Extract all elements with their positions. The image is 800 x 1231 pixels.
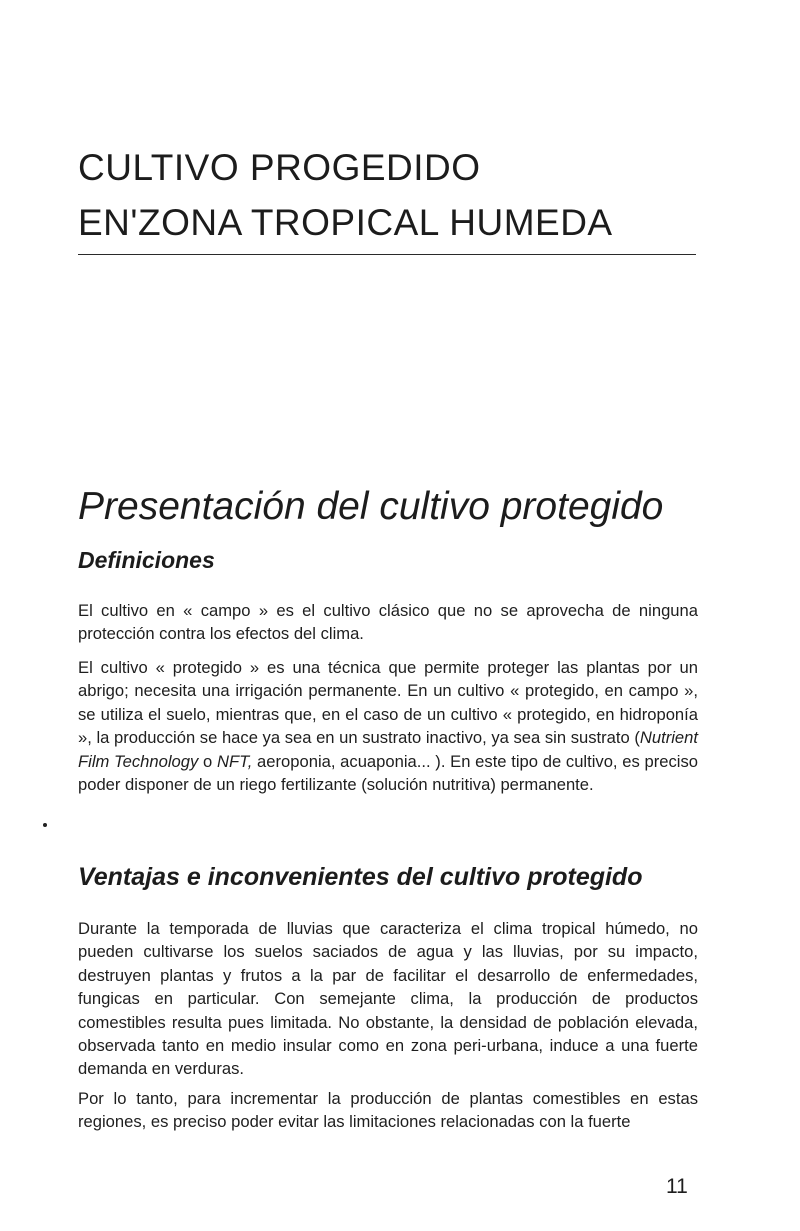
chapter-title bbox=[78, 140, 718, 250]
section-title: Presentación del cultivo protegido bbox=[78, 485, 664, 528]
advantages-heading: Ventajas e inconvenientes del cultivo protegido bbox=[78, 863, 643, 891]
definitions-paragraph-1: El cultivo en « campo » es el cultivo clásico que no se aprovecha de ninguna protección contra los efectos del clima. bbox=[78, 601, 698, 644]
definitions-paragraph-2-text-c: aeroponia, acuaponia... ). En este tipo de cultivo, es preciso poder disponer de un riego fertilizante (solución nutritiva) permanente. bbox=[78, 751, 698, 795]
title-divider bbox=[78, 254, 696, 255]
definitions-paragraph-2-text-b: o bbox=[198, 751, 217, 771]
advantages-paragraph-1: Durante la temporada de lluvias que caracteriza el clima tropical húmedo, no pueden cultivarse los suelos saciados de agua y las lluvias, por su impacto, destruyen plantas y frutos a la par de facilitar el desarrollo de enfermedades, fungicas en particular. Con semejante clima, la producción de productos comestibles resulta pues limitada. No obstante, la densidad de población elevada, observada tanto en medio insular como en zona peri-urbana, induce a una fuerte demanda en verduras. bbox=[78, 919, 698, 1079]
chapter-title-line-1: CULTIVO PROGEDIDO bbox=[78, 147, 481, 188]
definitions-paragraph-2-italic-a: Nutrient Film Technology bbox=[78, 728, 698, 771]
definitions-paragraph-2-italic-b: NFT, bbox=[216, 751, 253, 771]
definitions-paragraph-2-text-a: El cultivo « protegido » es una técnica que permite proteger las plantas por un abrigo; necesita una irrigación permanente. En un cultivo « protegido, en campo », se utiliza el suelo, mientras que, en el caso de un cultivo « protegido, en hidroponía », la producción se hace ya sea en un sustrato inactivo, ya sea sin sustrato ( bbox=[78, 658, 698, 748]
advantages-paragraph-2: Por lo tanto, para incrementar la producción de plantas comestibles en estas regiones, es preciso poder evitar las limitaciones relacionadas con la fuerte bbox=[78, 1089, 698, 1132]
definitions-heading: Definiciones bbox=[78, 547, 215, 573]
definitions-paragraph-2 bbox=[78, 656, 698, 796]
stray-mark bbox=[43, 823, 47, 827]
page-number: 11 bbox=[666, 1175, 688, 1198]
chapter-title-line-2: EN'ZONA TROPICAL HUMEDA bbox=[78, 202, 613, 243]
